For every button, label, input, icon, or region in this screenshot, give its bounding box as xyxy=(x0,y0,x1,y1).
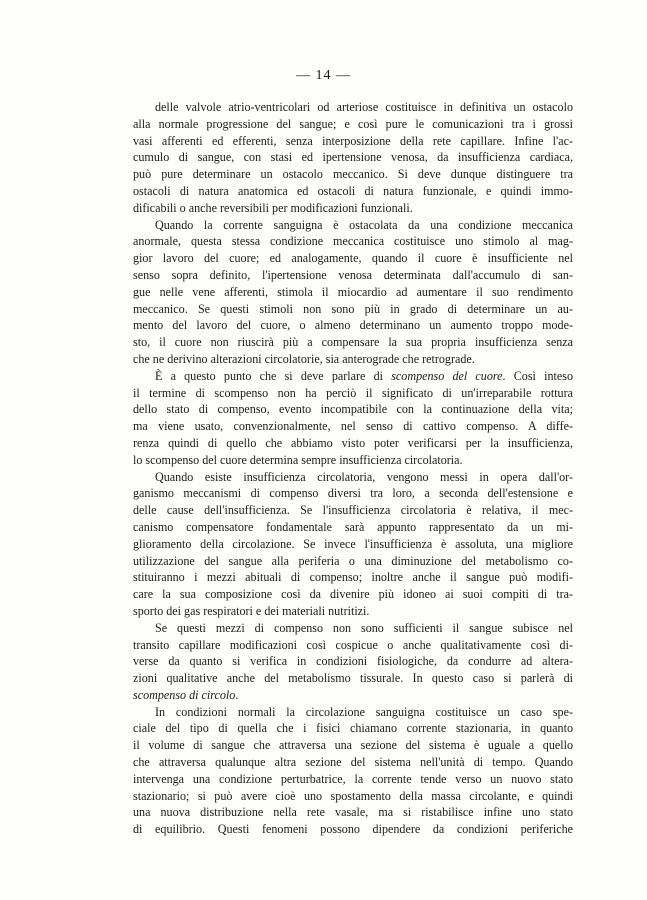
text-line xyxy=(133,804,573,821)
text-segment: senso sopra definito, l'ipertensione venosa determinata dall'accumulo di san- xyxy=(133,267,573,282)
text-line xyxy=(133,469,573,486)
text-line xyxy=(133,99,573,116)
text-line xyxy=(133,284,573,301)
text-line xyxy=(133,553,573,570)
text-segment: renza quindi di quello che abbiamo visto poter verificarsi per la insufficienza, xyxy=(133,435,573,450)
italic-term: scompenso di circolo xyxy=(133,687,236,702)
text-line xyxy=(133,502,573,519)
text-segment: può pure determinare un ostacolo meccanico. Si deve dunque distinguere tra xyxy=(133,167,573,182)
text-line xyxy=(133,267,573,284)
text-segment: lo scompenso del cuore determina sempre insufficienza circolatoria. xyxy=(133,452,463,467)
text-segment: meccanico. Se questi stimoli non sono più in grado di determinare un au- xyxy=(133,301,573,316)
text-segment: stazionario; si può avere cioè uno spostamento della massa circolante, e quindi xyxy=(133,788,573,803)
italic-term: scompenso del cuore xyxy=(391,368,503,383)
text-segment: che ne derivino alterazioni circolatorie, sia anterograde che retrograde. xyxy=(133,351,475,366)
text-line xyxy=(133,687,573,704)
text-segment: . xyxy=(235,687,239,702)
text-segment: verse da quanto si verifica in condizioni fisiologiche, da condurre ad altera- xyxy=(133,654,573,669)
text-segment: canismo compensatore fondamentale sarà appunto rappresentato da un mi- xyxy=(133,519,573,534)
text-segment: una nuova distribuzione nella rete vasale, ma si ristabilisce infine uno stato xyxy=(133,805,573,820)
text-line xyxy=(133,569,573,586)
text-segment: care la sua composizione così da divenire più idoneo ai suoi compiti di tra- xyxy=(133,587,573,602)
page-number: — 14 — xyxy=(296,68,351,83)
text-segment: glioramento della circolazione. Se invece l'insufficienza è assoluta, una migliore xyxy=(133,536,573,551)
text-segment: sporto dei gas respiratori e dei materiali nutritizi. xyxy=(133,603,370,618)
text-line xyxy=(133,653,573,670)
paragraph xyxy=(133,99,573,217)
text-line xyxy=(133,233,573,250)
text-line xyxy=(133,418,573,435)
text-segment: dificabili o anche reversibili per modificazioni funzionali. xyxy=(133,200,413,215)
text-line xyxy=(133,536,573,553)
text-line xyxy=(133,771,573,788)
text-segment: zioni qualitative anche del metabolismo tissurale. In questo caso si parlerà di xyxy=(133,671,573,686)
text-segment: gue nelle vene afferenti, stimola il miocardio ad aumentare il suo rendimento xyxy=(133,284,573,299)
text-segment: stituiranno i mezzi abituali di compenso; inoltre anche il sangue può modifi- xyxy=(133,570,573,585)
text-line xyxy=(133,351,573,368)
text-segment: di equilibrio. Questi fenomeni possono dipendere da condizioni periferiche xyxy=(133,822,573,837)
text-segment: sto, il cuore non riuscirà più a compensare la sua propria insufficienza senza xyxy=(133,335,573,350)
text-line xyxy=(133,704,573,721)
paragraph xyxy=(133,469,573,620)
text-line xyxy=(133,133,573,150)
paragraph xyxy=(133,704,573,838)
text-segment: il termine di scompenso non ha perciò il significato di un'irreparabile rottura xyxy=(133,385,573,400)
text-segment: mento del lavoro del cuore, o almeno determinano un aumento troppo mode- xyxy=(133,318,573,333)
text-segment: anormale, questa stessa condizione meccanica costituisce uno stimolo al mag- xyxy=(133,234,573,249)
text-line xyxy=(133,519,573,536)
text-segment: È a questo punto che si deve parlare di xyxy=(155,368,392,383)
text-line xyxy=(133,821,573,838)
text-segment: dello stato di compenso, evento incompatibile con la continuazione della vita; xyxy=(133,402,573,417)
text-segment: Quando esiste insufficienza circolatoria, vengono messi in opera dall'or- xyxy=(155,469,573,484)
text-line xyxy=(133,317,573,334)
text-segment: . Così inteso xyxy=(502,368,573,383)
text-segment: ostacoli di natura anatomica ed ostacoli di natura funzionale, e quindi immo- xyxy=(133,183,573,198)
text-line xyxy=(133,586,573,603)
body-text xyxy=(133,99,573,838)
text-segment: Quando la corrente sanguigna è ostacolata da una condizione meccanica xyxy=(155,217,573,232)
text-line xyxy=(133,149,573,166)
text-segment: vasi afferenti ed efferenti, senza interposizione della rete capillare. Infine l'ac- xyxy=(133,133,573,148)
text-segment: che attraversa qualunque altra sezione del sistema nell'unità di tempo. Quando xyxy=(133,755,573,770)
text-line xyxy=(133,788,573,805)
text-line xyxy=(133,670,573,687)
text-line xyxy=(133,754,573,771)
text-segment: ciale del tipo di quella che i fisici chiamano corrente stazionaria, in quanto xyxy=(133,721,573,736)
text-segment: In condizioni normali la circolazione sanguigna costituisce un caso spe- xyxy=(155,704,573,719)
text-line xyxy=(133,385,573,402)
text-segment: cumulo di sangue, con stasi ed ipertensione venosa, da insufficienza cardiaca, xyxy=(133,150,573,165)
text-line xyxy=(133,217,573,234)
paragraph xyxy=(133,620,573,704)
text-segment: delle valvole atrio-ventricolari od arteriose costituisce in definitiva un ostacolo xyxy=(155,100,573,114)
text-segment: utilizzazione del sangue alla periferia o una diminuzione del metabolismo co- xyxy=(133,553,573,568)
text-line xyxy=(133,200,573,217)
text-line xyxy=(133,452,573,469)
text-segment: Se questi mezzi di compenso non sono sufficienti il sangue subisce nel xyxy=(155,620,573,635)
text-line xyxy=(133,720,573,737)
text-line xyxy=(133,368,573,385)
text-segment: intervenga una condizione perturbatrice, la corrente tende verso un nuovo stato xyxy=(133,771,573,786)
text-line xyxy=(133,166,573,183)
text-line xyxy=(133,737,573,754)
text-line xyxy=(133,250,573,267)
text-line xyxy=(133,334,573,351)
text-line xyxy=(133,401,573,418)
text-line xyxy=(133,637,573,654)
text-line xyxy=(133,183,573,200)
text-line xyxy=(133,435,573,452)
text-line xyxy=(133,620,573,637)
text-line xyxy=(133,116,573,133)
text-segment: il volume di sangue che attraversa una sezione del sistema è uguale a quello xyxy=(133,738,573,753)
text-segment: gior lavoro del cuore; ed analogamente, quando il cuore è insufficiente nel xyxy=(133,251,573,266)
text-segment: ma viene usato, convenzionalmente, nel senso di cattivo compenso. A diffe- xyxy=(133,419,573,434)
text-line xyxy=(133,603,573,620)
text-segment: transito capillare modificazioni così cospicue o anche qualitativamente così di- xyxy=(133,637,573,652)
text-segment: alla normale progressione del sangue; e così pure le comunicazioni tra i grossi xyxy=(133,116,573,131)
text-segment: delle cause dell'insufficienza. Se l'insufficienza circolatoria è relativa, il mec- xyxy=(133,503,573,518)
paragraph xyxy=(133,368,573,469)
paragraph xyxy=(133,217,573,368)
text-line xyxy=(133,301,573,318)
text-line xyxy=(133,485,573,502)
text-segment: ganismo meccanismi di compenso diversi tra loro, a seconda dell'estensione e xyxy=(133,486,573,501)
